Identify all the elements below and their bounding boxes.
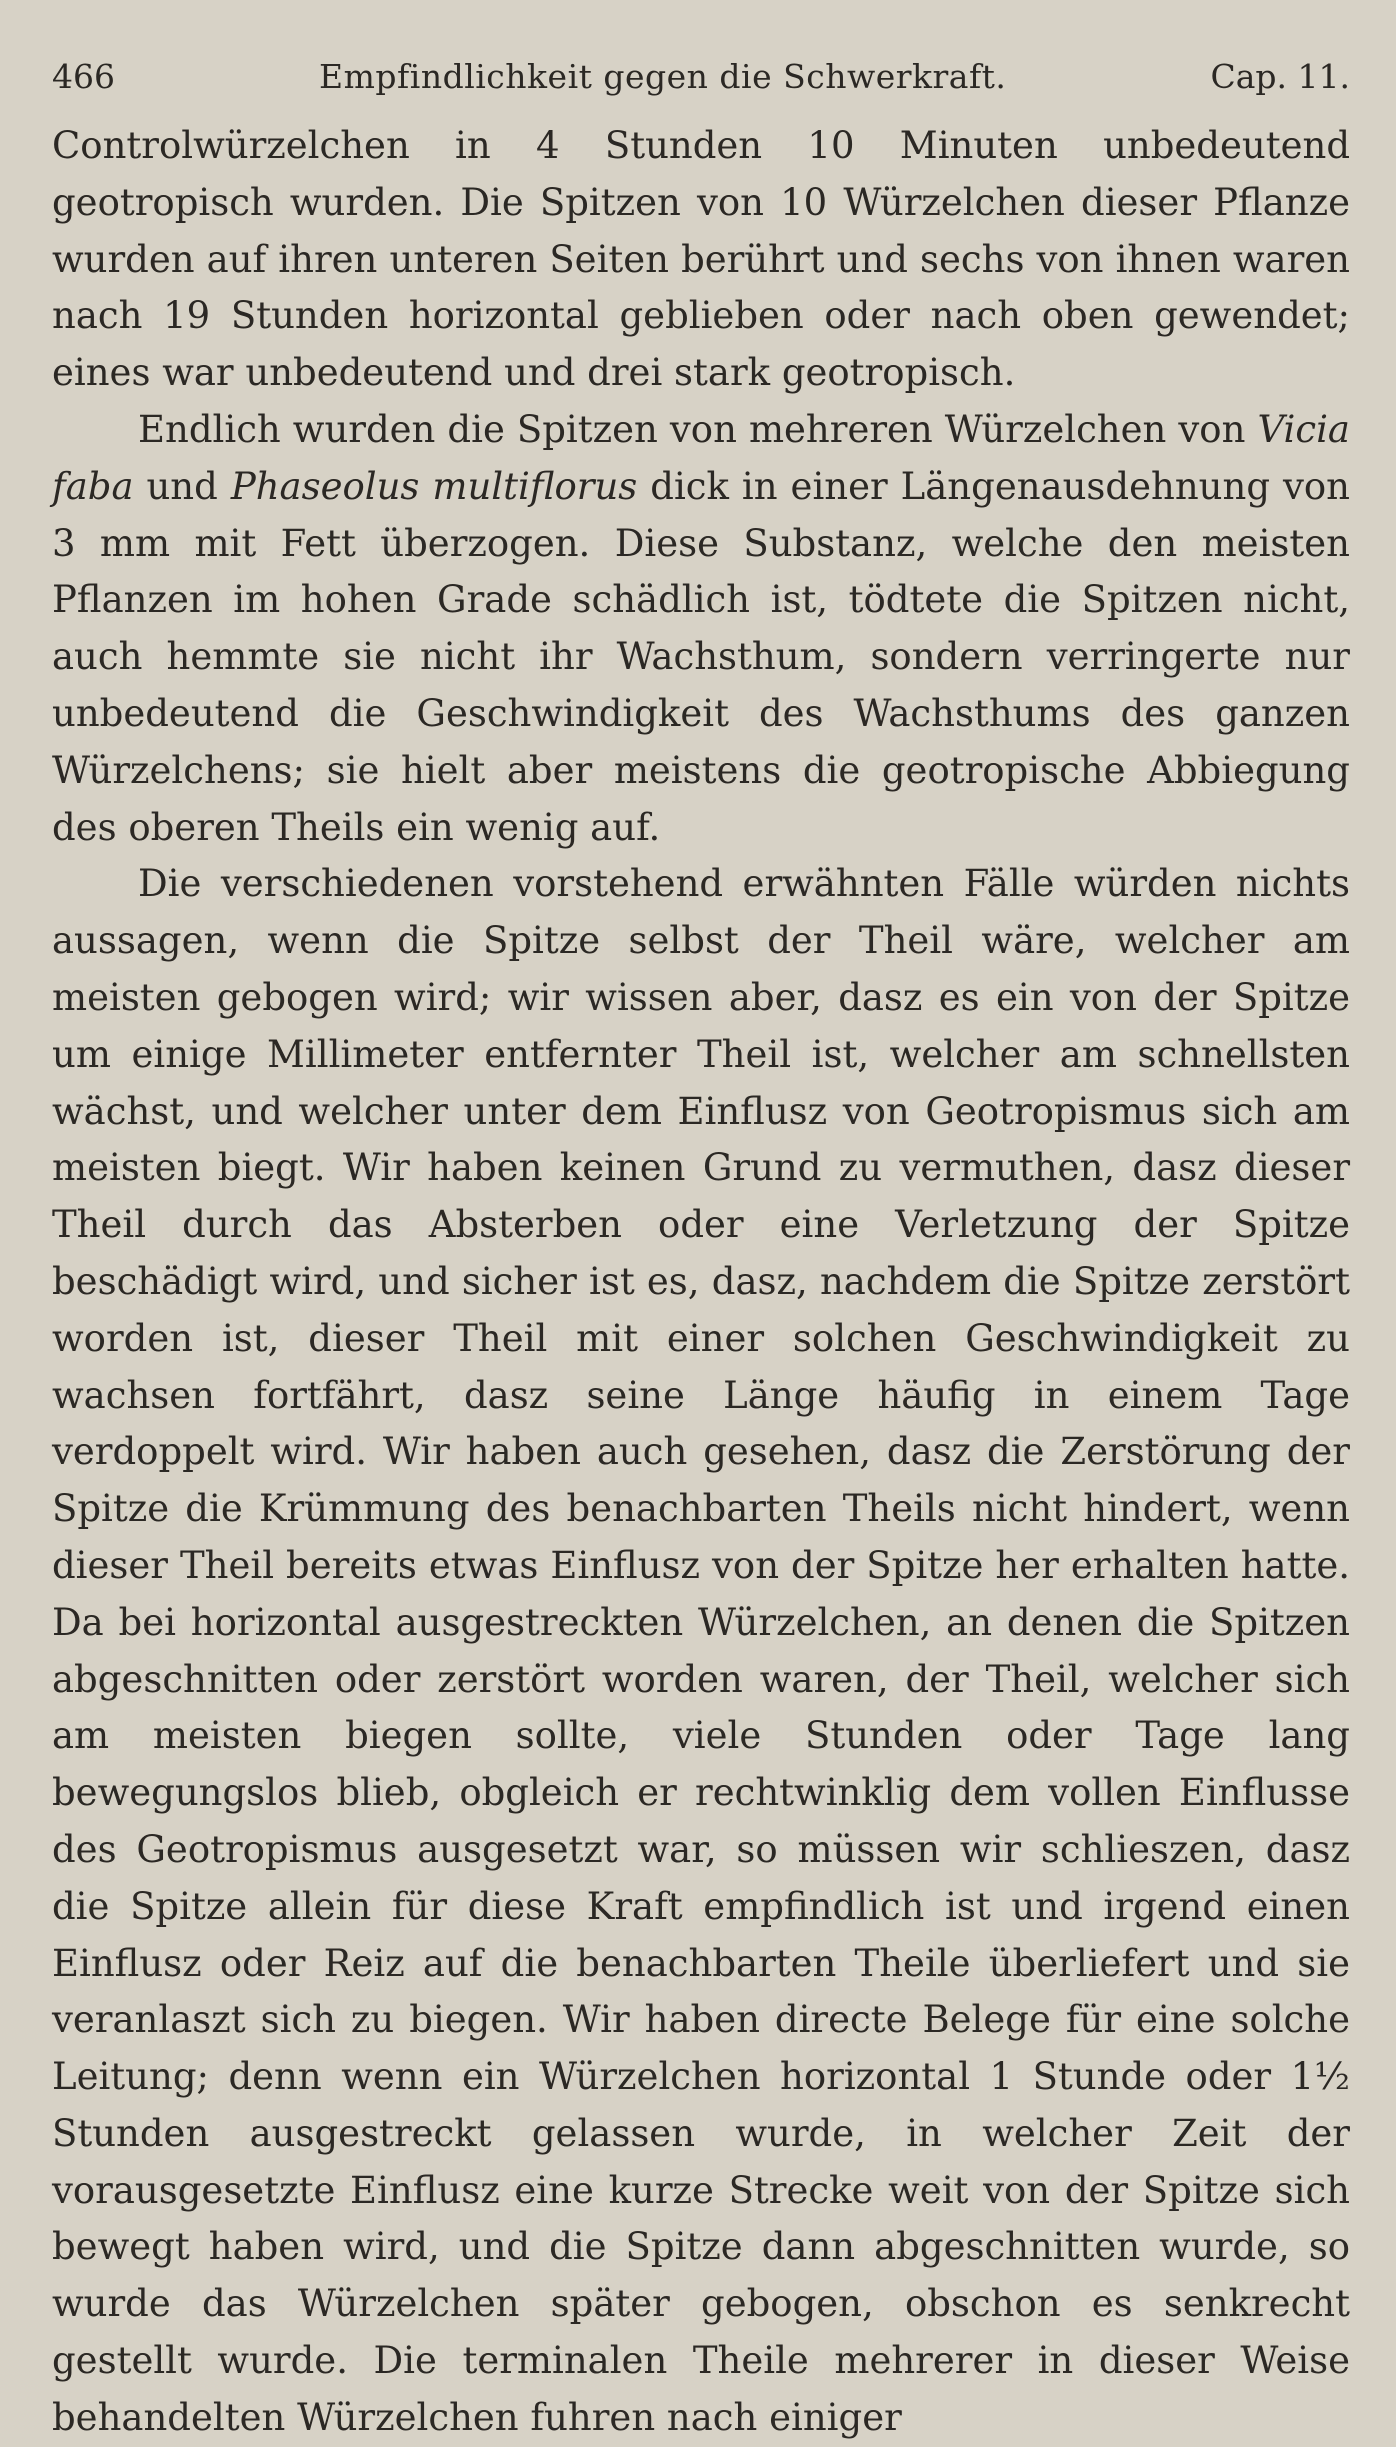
paragraph-2-text-a: Endlich wurden die Spitzen von mehreren Würzelchen von	[138, 407, 1258, 451]
species-phaseolus-multiflorus: Phaseolus multiflorus	[230, 464, 638, 508]
paragraph-3: Die verschiedenen vorstehend erwähnten Fälle würden nichts aussagen, wenn die Spitze selbst der Theil wäre, welcher am meisten gebogen wird; wir wissen aber, dasz es ein von der Spitze um einige Millimeter entfernter Theil ist, welcher am schnellsten wächst, und welcher unter dem Einflusz von Geotropismus sich am meisten biegt. Wir haben keinen Grund zu vermuthen, dasz dieser Theil durch das Absterben oder eine Verletzung der Spitze beschädigt wird, und sicher ist es, dasz, nachdem die Spitze zerstört worden ist, dieser Theil mit einer solchen Geschwindigkeit zu wachsen fortfährt, dasz seine Länge häufig in einem Tage verdoppelt wird. Wir haben auch gesehen, dasz die Zerstörung der Spitze die Krümmung des benachbarten Theils nicht hindert, wenn dieser Theil bereits etwas Einflusz von der Spitze her erhalten hatte. Da bei horizontal ausgestreckten Würzelchen, an denen die Spitzen abgeschnitten oder zerstört worden waren, der Theil, welcher sich am meisten biegen sollte, viele Stunden oder Tage lang bewegungslos blieb, obgleich er rechtwinklig dem vollen Einflusse des Geotropismus ausgesetzt war, so müssen wir schlieszen, dasz die Spitze allein für diese Kraft empfindlich ist und irgend einen Einflusz oder Reiz auf die benachbarten Theile überliefert und sie veranlaszt sich zu biegen. Wir haben directe Belege für eine solche Leitung; denn wenn ein Würzelchen horizontal 1 Stunde oder 1½ Stunden ausgestreckt gelassen wurde, in welcher Zeit der vorausgesetzte Einflusz eine kurze Strecke weit von der Spitze sich bewegt haben wird, und die Spitze dann abgeschnitten wurde, so wurde das Würzelchen später gebogen, obschon es senkrecht gestellt wurde. Die terminalen Theile mehrerer in dieser Weise behandelten Würzelchen fuhren nach einiger	[52, 862, 1350, 2439]
running-title: Empfindlichkeit gegen die Schwerkraft.	[319, 57, 1007, 96]
running-head	[52, 52, 1350, 102]
paragraph-1: Controlwürzelchen in 4 Stunden 10 Minuten unbedeutend geotropisch wurden. Die Spitzen von 10 Würzelchen dieser Pflanze wurden auf ihren unteren Seiten berührt und sechs von ihnen waren nach 19 Stunden horizontal geblieben oder nach oben gewendet; eines war unbedeutend und drei stark geotropisch.	[52, 124, 1350, 395]
paragraph-2-text-b: und	[133, 464, 231, 508]
species-vicia-faba: Vicia faba	[52, 407, 1350, 508]
chapter-label: Cap. 11.	[1210, 57, 1350, 96]
paragraph-2-text-c: dick in einer Längenausdehnung von 3 mm mit Fett überzogen. Diese Substanz, welche den meisten Pflanzen im hohen Grade schädlich ist, tödtete die Spitzen nicht, auch hemmte sie nicht ihr Wachsthum, sondern verringerte nur unbedeutend die Geschwindigkeit des Wachsthums des ganzen Würzelchens; sie hielt aber meistens die geotropische Abbiegung des oberen Theils ein wenig auf.	[52, 464, 1350, 849]
body-text	[52, 118, 1350, 2447]
paragraph-2	[52, 402, 1350, 856]
page-number: 466	[52, 57, 115, 96]
